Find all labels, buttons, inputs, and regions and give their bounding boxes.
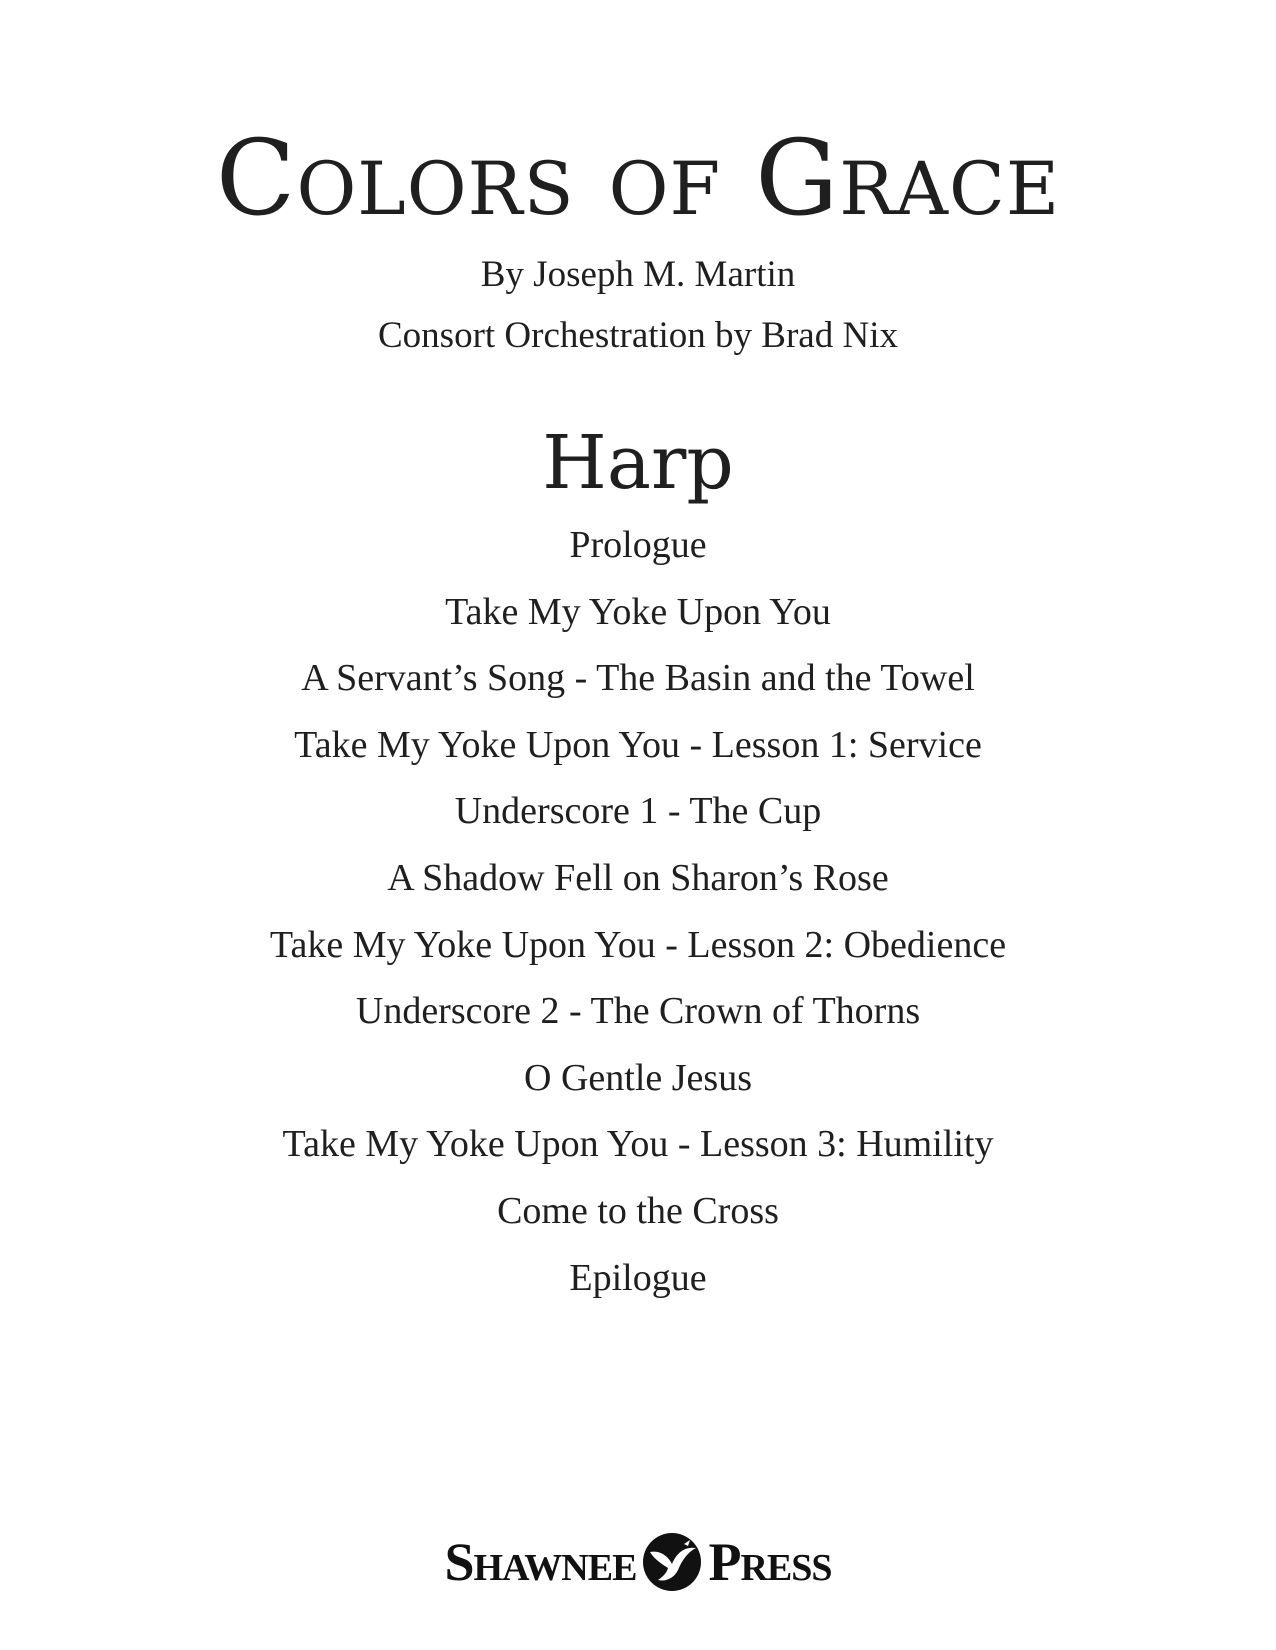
contents-item: Epilogue bbox=[569, 1256, 707, 1299]
contents-item: Prologue bbox=[569, 524, 707, 566]
contents-item: Underscore 1 - The Cup bbox=[454, 790, 822, 833]
contents-item: Take My Yoke Upon You - Lesson 1: Service bbox=[294, 723, 982, 766]
dove-emblem-icon bbox=[640, 1530, 704, 1594]
publisher-logo bbox=[0, 1525, 1276, 1594]
publisher-name-second: Press bbox=[708, 1531, 832, 1592]
contents-item: A Servant’s Song - The Basin and the Towel bbox=[301, 657, 975, 700]
page-title: Colors of Grace bbox=[215, 117, 1061, 239]
contents-list bbox=[0, 520, 1276, 1319]
contents-item: Take My Yoke Upon You - Lesson 2: Obedience bbox=[269, 923, 1007, 966]
instrument-name: Harp bbox=[542, 420, 734, 506]
contents-item: Take My Yoke Upon You bbox=[445, 590, 831, 633]
contents-item: Come to the Cross bbox=[497, 1189, 779, 1232]
publisher-name-first: Shawnee bbox=[444, 1531, 637, 1592]
contents-item: Underscore 2 - The Crown of Thorns bbox=[355, 990, 921, 1033]
orchestration-credit: Consort Orchestration by Brad Nix bbox=[378, 315, 898, 356]
contents-item: O Gentle Jesus bbox=[524, 1056, 752, 1099]
contents-item: A Shadow Fell on Sharon’s Rose bbox=[387, 856, 889, 899]
author-credit: By Joseph M. Martin bbox=[480, 254, 796, 295]
contents-item: Take My Yoke Upon You - Lesson 3: Humility bbox=[282, 1123, 994, 1166]
